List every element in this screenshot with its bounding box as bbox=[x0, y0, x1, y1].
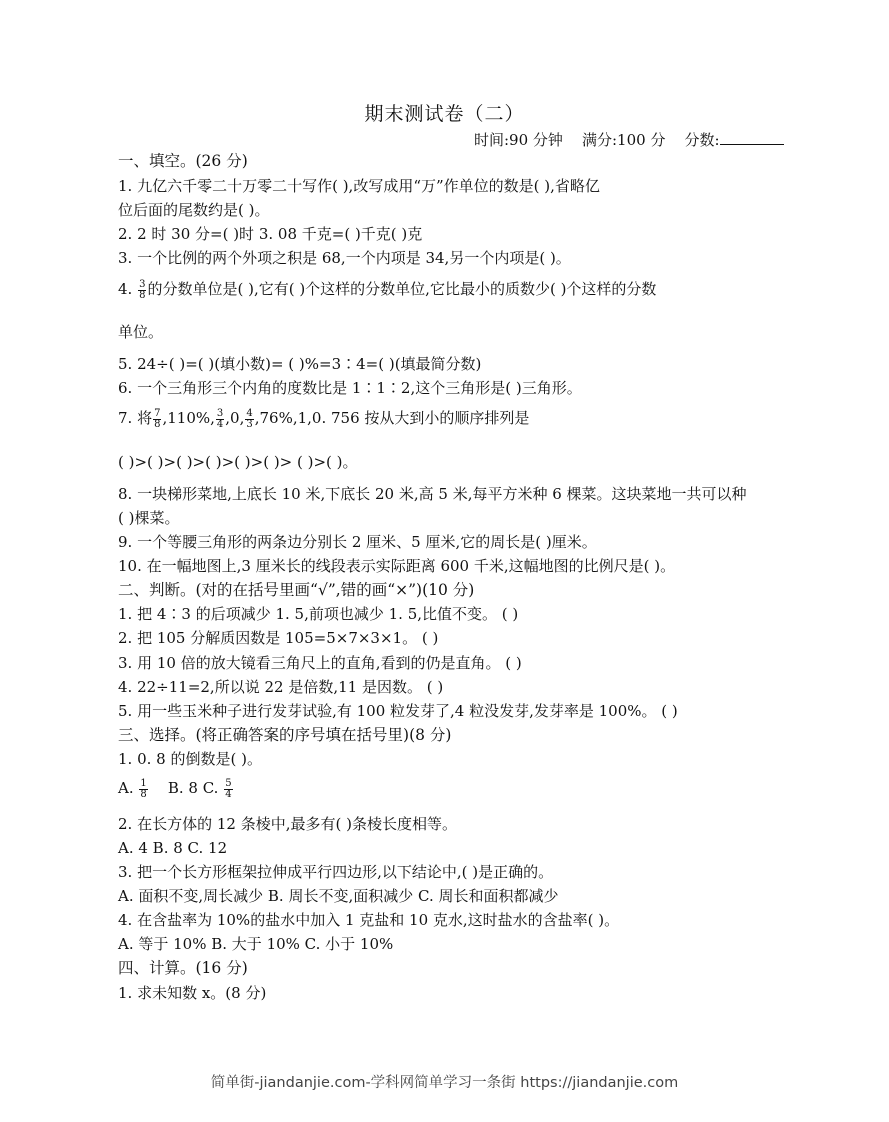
judge-4: 4. 22÷11=2,所以说 22 是倍数,11 是因数。 ( ) bbox=[118, 678, 444, 696]
q7-order-blanks: ( )>( )>( )>( )>( )>( )> ( )>( )。 bbox=[118, 453, 358, 471]
q4-line2: 单位。 bbox=[118, 323, 164, 341]
q5: 5. 24÷( )=( )(填小数)= ( )%=3∶4=( )(填最简分数) bbox=[118, 355, 482, 373]
q7 bbox=[118, 408, 529, 430]
q4-text: 的分数单位是( ),它有( )个这样的分数单位,它比最小的质数少( )个这样的分数 bbox=[147, 280, 657, 298]
q4-fraction: $\frac{3}{8}$ bbox=[139, 278, 146, 301]
q3: 3. 一个比例的两个外项之积是 68,一个内项是 34,另一个内项是( )。 bbox=[118, 249, 571, 267]
choice-4-options: A. 等于 10% B. 大于 10% C. 小于 10% bbox=[118, 935, 394, 953]
score-label: 分数: bbox=[684, 131, 720, 149]
q7-tail: ,76%,1,0. 756 按从大到小的顺序排列是 bbox=[254, 409, 530, 427]
q7-fraction-c: $\frac{4}{3}$ bbox=[246, 407, 253, 430]
judge-2: 2. 把 105 分解质因数是 105=5×7×3×1。 ( ) bbox=[118, 629, 439, 647]
q10: 10. 在一幅地图上,3 厘米长的线段表示实际距离 600 千米,这幅地图的比例尺是( )。 bbox=[118, 557, 676, 575]
total-score: 满分:100 分 bbox=[582, 131, 666, 149]
exam-meta bbox=[474, 129, 784, 150]
judge-1: 1. 把 4∶3 的后项减少 1. 5,前项也减少 1. 5,比值不变。 ( ) bbox=[118, 605, 519, 623]
q9: 9. 一个等腰三角形的两条边分别长 2 厘米、5 厘米,它的周长是( )厘米。 bbox=[118, 533, 597, 551]
q8-line2: ( )棵菜。 bbox=[118, 509, 180, 527]
q1-line2: 位后面的尾数约是( )。 bbox=[118, 201, 270, 219]
section-1-heading: 一、填空。(26 分) bbox=[118, 152, 248, 170]
choice-1-options bbox=[118, 778, 234, 800]
score-blank[interactable] bbox=[720, 130, 784, 145]
choice-4: 4. 在含盐率为 10%的盐水中加入 1 克盐和 10 克水,这时盐水的含盐率( )。 bbox=[118, 911, 620, 929]
section-2-heading: 二、判断。(对的在括号里画“√”,错的画“×”)(10 分) bbox=[118, 581, 475, 599]
q2: 2. 2 时 30 分=( )时 3. 08 千克=( )千克( )克 bbox=[118, 225, 423, 243]
judge-3: 3. 用 10 倍的放大镜看三角尺上的直角,看到的仍是直角。 ( ) bbox=[118, 654, 522, 672]
choice-3: 3. 把一个长方形框架拉伸成平行四边形,以下结论中,( )是正确的。 bbox=[118, 863, 554, 881]
choice-2: 2. 在长方体的 12 条棱中,最多有( )条棱长度相等。 bbox=[118, 815, 457, 833]
q4 bbox=[118, 279, 656, 301]
q7-mid2: ,0, bbox=[225, 409, 245, 427]
q7-mid1: ,110%, bbox=[162, 409, 215, 427]
choice-3-options: A. 面积不变,周长减少 B. 周长不变,面积减少 C. 周长和面积都减少 bbox=[118, 887, 559, 905]
section-3-heading: 三、选择。(将正确答案的序号填在括号里)(8 分) bbox=[118, 726, 452, 744]
choice-1: 1. 0. 8 的倒数是( )。 bbox=[118, 750, 262, 768]
q7-lead: 7. 将 bbox=[118, 409, 153, 427]
time-limit: 时间:90 分钟 bbox=[474, 131, 563, 149]
q6: 6. 一个三角形三个内角的度数比是 1∶1∶2,这个三角形是( )三角形。 bbox=[118, 379, 582, 397]
q8-line1: 8. 一块梯形菜地,上底长 10 米,下底长 20 米,高 5 米,每平方米种 6 棵菜。这块菜地一共可以种 bbox=[118, 485, 747, 503]
q7-fraction-a: $\frac{7}{8}$ bbox=[154, 407, 161, 430]
section-4-heading: 四、计算。(16 分) bbox=[118, 959, 248, 977]
choice-1-option-a-fraction: $\frac{1}{8}$ bbox=[140, 777, 147, 800]
q4-number: 4. bbox=[118, 280, 133, 298]
page-title: 期末测试卷（二） bbox=[364, 103, 525, 125]
choice-1-option-a-label: A. bbox=[118, 779, 134, 797]
choice-1-option-c-fraction: $\frac{5}{4}$ bbox=[225, 777, 232, 800]
judge-5: 5. 用一些玉米种子进行发芽试验,有 100 粒发芽了,4 粒没发芽,发芽率是 100%。 ( ) bbox=[118, 702, 678, 720]
calc-1: 1. 求未知数 x。(8 分) bbox=[118, 984, 267, 1002]
q7-fraction-b: $\frac{3}{4}$ bbox=[216, 407, 224, 430]
choice-1-option-bc-label: B. 8 C. bbox=[167, 779, 219, 797]
choice-2-options: A. 4 B. 8 C. 12 bbox=[118, 839, 228, 857]
q1-line1: 1. 九亿六千零二十万零二十写作( ),改写成用“万”作单位的数是( ),省略亿 bbox=[118, 177, 600, 195]
footer-watermark: 简单街-jiandanjie.com-学科网简单学习一条街 https://jiandanjie.com bbox=[210, 1075, 679, 1091]
